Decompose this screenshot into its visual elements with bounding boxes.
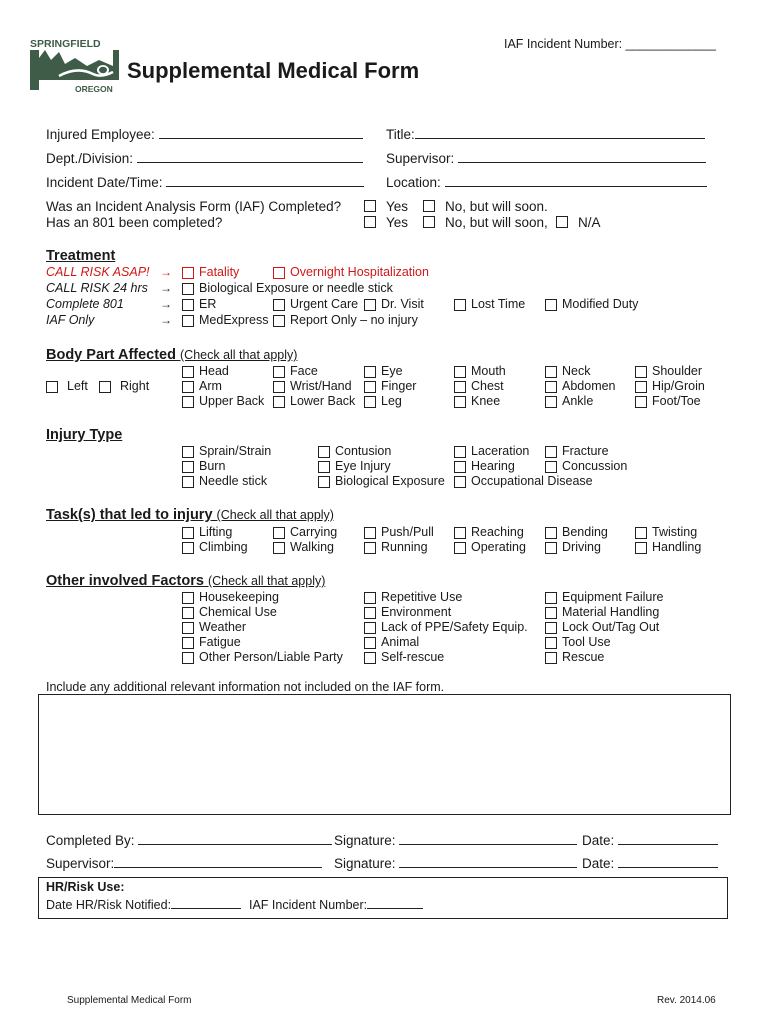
factors-option-label: Self-rescue	[381, 650, 445, 664]
dr-visit-checkbox[interactable]	[364, 299, 376, 311]
factors-option-label: Material Handling	[562, 605, 660, 619]
tasks-option-label: Reaching	[471, 525, 524, 539]
body-checkbox[interactable]	[545, 396, 557, 408]
factors-checkbox[interactable]	[182, 652, 194, 664]
factors-checkbox[interactable]	[364, 652, 376, 664]
call-risk-24: CALL RISK 24 hrs	[46, 281, 148, 295]
tasks-checkbox[interactable]	[273, 542, 285, 554]
tasks-option-label: Bending	[562, 525, 608, 539]
factors-checkbox[interactable]	[364, 622, 376, 634]
tasks-checkbox[interactable]	[454, 527, 466, 539]
body-part-sub: (Check all that apply)	[180, 348, 298, 362]
body-option-label: Upper Back	[199, 394, 265, 408]
injury-checkbox[interactable]	[545, 446, 557, 458]
tasks-option-label: Driving	[562, 540, 601, 554]
body-checkbox[interactable]	[454, 381, 466, 393]
injury-option-label: Laceration	[471, 444, 530, 458]
factors-heading: Other involved Factors (Check all that apply)	[46, 573, 326, 589]
body-option-label: Neck	[562, 364, 591, 378]
body-checkbox[interactable]	[635, 366, 647, 378]
injury-option-label: Occupational Disease	[471, 474, 593, 488]
injury-checkbox[interactable]	[318, 446, 330, 458]
factors-checkbox[interactable]	[182, 607, 194, 619]
801-yes-checkbox[interactable]	[364, 216, 376, 228]
lost-time-label: Lost Time	[471, 297, 526, 311]
springfield-logo	[29, 36, 123, 94]
report-only-label: Report Only – no injury	[290, 313, 418, 327]
overnight-checkbox[interactable]	[273, 267, 285, 279]
additional-info-label: Include any additional relevant information not included on the IAF form.	[46, 680, 445, 694]
tasks-checkbox[interactable]	[364, 527, 376, 539]
incident-date-field[interactable]: Incident Date/Time:	[46, 174, 364, 191]
tasks-option-label: Push/Pull	[381, 525, 434, 539]
body-option-label: Abdomen	[562, 379, 616, 393]
factors-checkbox[interactable]	[545, 637, 557, 649]
modified-duty-checkbox[interactable]	[545, 299, 557, 311]
tasks-option-label: Climbing	[199, 540, 248, 554]
injury-option-label: Eye Injury	[335, 459, 391, 473]
body-option-label: Eye	[381, 364, 403, 378]
tasks-checkbox[interactable]	[182, 542, 194, 554]
dept-field[interactable]: Dept./Division:	[46, 150, 363, 167]
additional-info-box[interactable]	[38, 694, 731, 815]
supervisor-field[interactable]: Supervisor:	[386, 150, 706, 167]
body-checkbox[interactable]	[273, 366, 285, 378]
factors-option-label: Equipment Failure	[562, 590, 664, 604]
iaf-no-checkbox[interactable]	[423, 200, 435, 212]
body-option-label: Finger	[381, 379, 417, 393]
factors-checkbox[interactable]	[364, 607, 376, 619]
body-option-label: Foot/Toe	[652, 394, 701, 408]
hr-risk-heading: HR/Risk Use:	[46, 880, 125, 894]
injury-checkbox[interactable]	[545, 461, 557, 473]
factors-checkbox[interactable]	[182, 637, 194, 649]
tasks-option-label: Twisting	[652, 525, 698, 539]
signature-field-1[interactable]: Signature:	[334, 832, 577, 849]
factors-option-label: Housekeeping	[199, 590, 279, 604]
801-yes-label: Yes	[386, 215, 409, 230]
arrow-icon: →	[160, 297, 172, 311]
logo-top-text: SPRINGFIELD	[30, 38, 101, 50]
date-field-1[interactable]: Date:	[582, 832, 718, 849]
801-na-checkbox[interactable]	[556, 216, 568, 228]
hr-iaf-number-field[interactable]: IAF Incident Number:	[249, 896, 423, 913]
factors-checkbox[interactable]	[545, 652, 557, 664]
treatment-heading: Treatment	[46, 248, 116, 264]
tasks-option-label: Lifting	[199, 525, 233, 539]
801-no-checkbox[interactable]	[423, 216, 435, 228]
iaf-yes-label: Yes	[386, 199, 409, 214]
injury-option-label: Hearing	[471, 459, 515, 473]
injury-option-label: Biological Exposure	[335, 474, 445, 488]
modified-duty-label: Modified Duty	[562, 297, 639, 311]
er-checkbox[interactable]	[182, 299, 194, 311]
urgent-care-checkbox[interactable]	[273, 299, 285, 311]
injury-option-label: Needle stick	[199, 474, 268, 488]
factors-checkbox[interactable]	[182, 622, 194, 634]
tasks-option-label: Carrying	[290, 525, 338, 539]
injured-employee-field[interactable]: Injured Employee:	[46, 126, 363, 143]
factors-sub: (Check all that apply)	[207, 574, 326, 588]
arrow-icon: →	[160, 313, 172, 327]
body-checkbox[interactable]	[273, 381, 285, 393]
call-risk-asap: CALL RISK ASAP!	[46, 265, 150, 279]
tasks-checkbox[interactable]	[545, 527, 557, 539]
factors-option-label: Chemical Use	[199, 605, 277, 619]
left-checkbox[interactable]	[46, 381, 58, 393]
signature-field-2[interactable]: Signature:	[334, 855, 577, 872]
iaf-number-header: IAF Incident Number: _____________	[504, 37, 716, 51]
location-field[interactable]: Location:	[386, 174, 707, 191]
overnight-label: Overnight Hospitalization	[290, 265, 429, 279]
body-checkbox[interactable]	[454, 396, 466, 408]
body-checkbox[interactable]	[273, 396, 285, 408]
dr-visit-label: Dr. Visit	[381, 297, 424, 311]
hr-notified-field[interactable]: Date HR/Risk Notified:	[46, 896, 241, 913]
injury-checkbox[interactable]	[454, 476, 466, 488]
801-na-label: N/A	[578, 215, 601, 230]
factors-option-label: Other Person/Liable Party	[199, 650, 343, 664]
body-checkbox[interactable]	[545, 381, 557, 393]
arrow-icon: →	[160, 281, 172, 295]
factors-checkbox[interactable]	[545, 607, 557, 619]
body-option-label: Face	[290, 364, 318, 378]
factors-checkbox[interactable]	[545, 592, 557, 604]
title-field[interactable]: Title:	[386, 126, 705, 143]
factors-option-label: Weather	[199, 620, 247, 634]
tasks-checkbox[interactable]	[454, 542, 466, 554]
iaf-no-label: No, but will soon.	[445, 199, 548, 214]
body-option-label: Chest	[471, 379, 504, 393]
factors-checkbox[interactable]	[545, 622, 557, 634]
er-label: ER	[199, 297, 217, 311]
tasks-checkbox[interactable]	[635, 542, 647, 554]
factors-option-label: Lock Out/Tag Out	[562, 620, 660, 634]
body-option-label: Wrist/Hand	[290, 379, 352, 393]
body-option-label: Hip/Groin	[652, 379, 705, 393]
body-option-label: Mouth	[471, 364, 506, 378]
tasks-checkbox[interactable]	[545, 542, 557, 554]
date-field-2[interactable]: Date:	[582, 855, 718, 872]
injury-checkbox[interactable]	[454, 446, 466, 458]
right-label: Right	[120, 379, 150, 393]
tasks-option-label: Walking	[290, 540, 334, 554]
factors-option-label: Lack of PPE/Safety Equip.	[381, 620, 528, 634]
body-option-label: Leg	[381, 394, 402, 408]
lost-time-checkbox[interactable]	[454, 299, 466, 311]
bio-exposure-checkbox[interactable]	[182, 283, 194, 295]
iaf-question: Was an Incident Analysis Form (IAF) Completed?	[46, 199, 342, 214]
factors-option-label: Rescue	[562, 650, 605, 664]
injury-option-label: Sprain/Strain	[199, 444, 272, 458]
logo-mark-icon	[29, 36, 123, 94]
injury-option-label: Fracture	[562, 444, 609, 458]
page-title: Supplemental Medical Form	[127, 58, 420, 83]
body-option-label: Shoulder	[652, 364, 703, 378]
injury-option-label: Contusion	[335, 444, 392, 458]
fatality-checkbox[interactable]	[182, 267, 194, 279]
tasks-sub: (Check all that apply)	[216, 508, 334, 522]
injury-checkbox[interactable]	[454, 461, 466, 473]
factors-checkbox[interactable]	[364, 637, 376, 649]
injury-option-label: Concussion	[562, 459, 628, 473]
complete-801: Complete 801	[46, 297, 124, 311]
logo-bottom-text: OREGON	[75, 84, 113, 94]
footer-revision: Rev. 2014.06	[657, 995, 716, 1006]
body-option-label: Ankle	[562, 394, 594, 408]
factors-option-label: Fatigue	[199, 635, 241, 649]
factors-option-label: Repetitive Use	[381, 590, 463, 604]
body-checkbox[interactable]	[182, 366, 194, 378]
iaf-only: IAF Only	[46, 313, 95, 327]
body-option-label: Arm	[199, 379, 222, 393]
tasks-option-label: Running	[381, 540, 428, 554]
body-option-label: Head	[199, 364, 229, 378]
injury-checkbox[interactable]	[182, 476, 194, 488]
factors-checkbox[interactable]	[182, 592, 194, 604]
injury-checkbox[interactable]	[318, 461, 330, 473]
fatality-label: Fatality	[199, 265, 240, 279]
right-checkbox[interactable]	[99, 381, 111, 393]
completed-by-field[interactable]: Completed By:	[46, 832, 332, 849]
factors-checkbox[interactable]	[364, 592, 376, 604]
body-checkbox[interactable]	[635, 381, 647, 393]
body-checkbox[interactable]	[364, 396, 376, 408]
tasks-checkbox[interactable]	[182, 527, 194, 539]
supervisor-signoff-field[interactable]: Supervisor:	[46, 855, 322, 872]
body-checkbox[interactable]	[364, 381, 376, 393]
factors-option-label: Animal	[381, 635, 420, 649]
tasks-checkbox[interactable]	[273, 527, 285, 539]
injury-option-label: Burn	[199, 459, 226, 473]
medexpress-label: MedExpress	[199, 313, 269, 327]
injury-checkbox[interactable]	[318, 476, 330, 488]
body-checkbox[interactable]	[635, 396, 647, 408]
injury-checkbox[interactable]	[182, 446, 194, 458]
footer-form-name: Supplemental Medical Form	[67, 995, 192, 1006]
injury-checkbox[interactable]	[182, 461, 194, 473]
iaf-yes-checkbox[interactable]	[364, 200, 376, 212]
injury-type-heading: Injury Type	[46, 427, 123, 443]
body-checkbox[interactable]	[182, 381, 194, 393]
urgent-care-label: Urgent Care	[290, 297, 359, 311]
801-no-label: No, but will soon,	[445, 215, 548, 230]
medexpress-checkbox[interactable]	[182, 315, 194, 327]
tasks-checkbox[interactable]	[364, 542, 376, 554]
tasks-option-label: Operating	[471, 540, 526, 554]
body-checkbox[interactable]	[454, 366, 466, 378]
factors-option-label: Environment	[381, 605, 452, 619]
body-option-label: Lower Back	[290, 394, 356, 408]
801-question: Has an 801 been completed?	[46, 215, 223, 230]
tasks-heading: Task(s) that led to injury (Check all that apply)	[46, 507, 334, 523]
tasks-checkbox[interactable]	[635, 527, 647, 539]
arrow-icon: →	[160, 265, 172, 279]
body-option-label: Knee	[471, 394, 501, 408]
report-only-checkbox[interactable]	[273, 315, 285, 327]
tasks-option-label: Handling	[652, 540, 702, 554]
bio-exposure-label: Biological Exposure or needle stick	[199, 281, 393, 295]
left-label: Left	[67, 379, 88, 393]
body-part-heading: Body Part Affected (Check all that apply)	[46, 347, 298, 363]
body-checkbox[interactable]	[182, 396, 194, 408]
factors-option-label: Tool Use	[562, 635, 611, 649]
body-checkbox[interactable]	[364, 366, 376, 378]
body-checkbox[interactable]	[545, 366, 557, 378]
